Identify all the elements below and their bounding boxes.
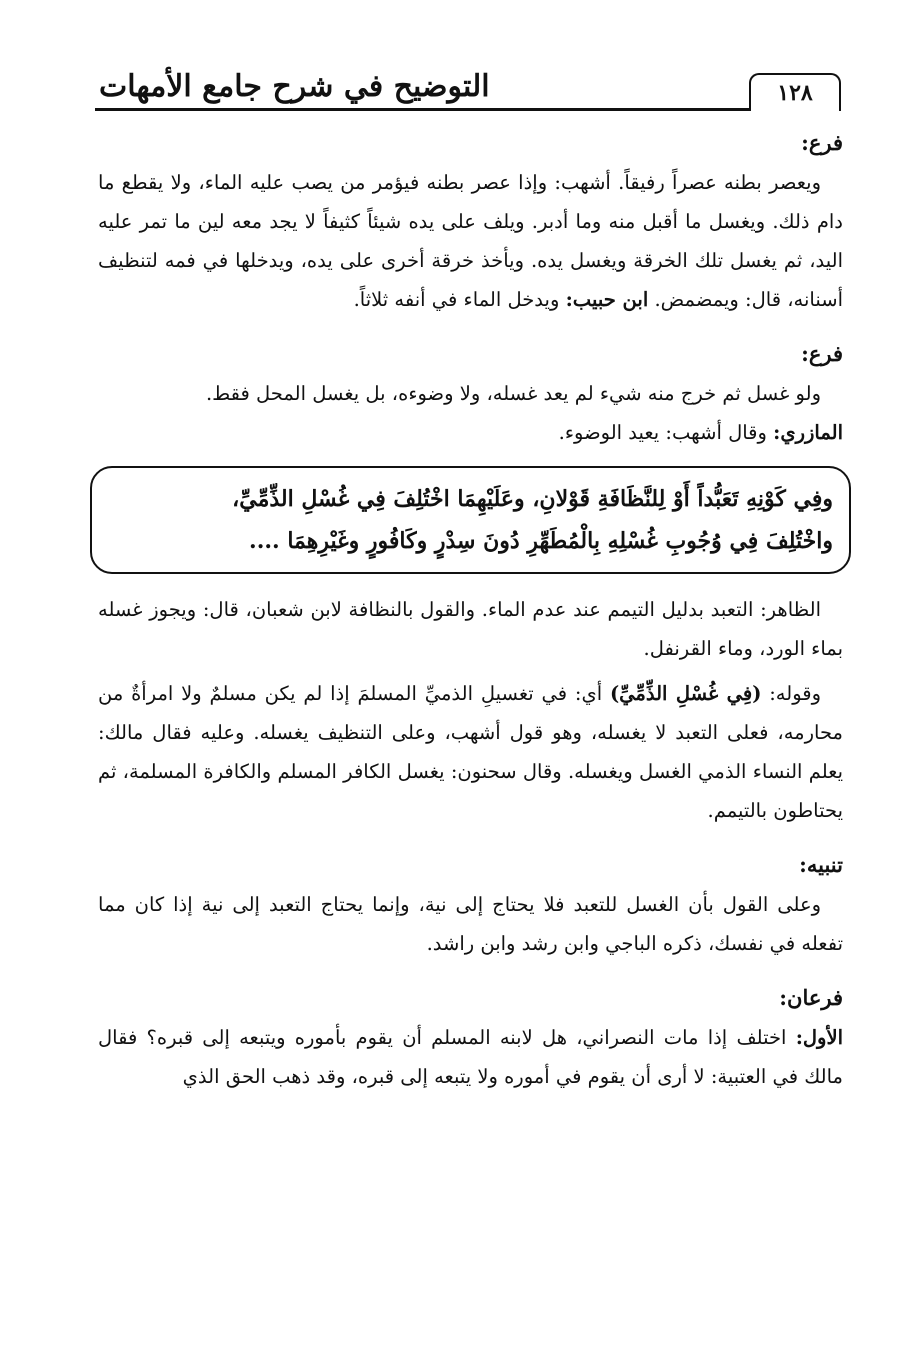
section-heading-far1: فرع: [801, 130, 843, 155]
matn-line-1: وفِي كَوْنِهِ تَعَبُّداً أَوْ لِلنَّظَافَةِ قَوْلانِ، وعَلَيْهِمَا اخْتُلِفَ فِي غُسْلِ الذِّمِّيِّ، [232, 486, 833, 512]
matn-box [90, 466, 851, 574]
mazari-text: وقال أشهب: يعيد الوضوء. [558, 421, 767, 444]
qawluhu-text: أي: في تغسيلِ الذميِّ المسلمَ إذا لم يكن مسلمٌ ولا امرأةٌ من محارمه، فعلى التعبد لا يغسله، وهو قول أشهب، وعلى التنظيف يغسله. وعليه فقال مالك: يعلم النساء الذمي الغسل ويغسله. وقال سحنون: يغسل الكافر المسلم والكافرة المسلمة، ثم يحتاطون بالتيمم. [98, 682, 843, 822]
page-header [95, 58, 841, 111]
qawluhu-prefix: وقوله: [769, 682, 822, 705]
mazari-label: المازري: [773, 421, 843, 444]
ibn-habib-text: ويدخل الماء في أنفه ثلاثاً. [353, 288, 560, 311]
paragraph-far2: ولو غسل ثم خرج منه شيء لم يعد غسله، ولا وضوءه، بل يغسل المحل فقط. [205, 382, 821, 405]
awwal-text: اختلف إذا مات النصراني، هل لابنه المسلم أن يقوم بأموره ويتبعه إلى قبره؟ فقال مالك في العتبية: لا أرى أن يقوم في أموره ولا يتبعه إلى قبره، وقد ذهب الحق الذي [98, 1026, 843, 1088]
paragraph-awwal [98, 1018, 843, 1096]
awwal-label: الأول: [795, 1026, 844, 1049]
section-heading-faraan: فرعان: [779, 985, 843, 1010]
matn-line-2: واخْتُلِفَ فِي وُجُوبِ غُسْلِهِ بِالْمُطَهِّرِ دُونَ سِدْرٍ وكَافُورٍ وغَيْرِهِمَا .... [249, 528, 833, 554]
paragraph-qawluhu [98, 674, 843, 830]
section-heading-tanbih: تنبيه: [799, 852, 843, 877]
paragraph-tanbih: وعلى القول بأن الغسل للتعبد فلا يحتاج إلى نية، وإنما يحتاج التعبد إلى نية إذا كان مما تفعله في نفسك، ذكره الباجي وابن رشد وابن راشد. [98, 893, 843, 955]
paragraph-mazari [98, 413, 843, 452]
section-heading-far2: فرع: [801, 341, 843, 366]
ibn-habib-label: ابن حبيب: [565, 288, 649, 311]
far1-text: ويعصر بطنه عصراً رفيقاً. أشهب: وإذا عصر بطنه فيؤمر من يصب عليه الماء، ولا يقطع ما دام ذلك. ويغسل ما أقبل منه وما أدبر. ويلف على يده شيئاً كثيفاً لا يجد معه لين ما تمر عليه اليد، ثم يغسل تلك الخرقة ويغسل يده. ويأخذ خرقة أخرى على يده، ويدخلها في فمه لتنظيف أسنانه، قال: ويمضمض. [98, 171, 843, 311]
paragraph-zahir: الظاهر: التعبد بدليل التيمم عند عدم الماء. والقول بالنظافة لابن شعبان، قال: ويجوز غسله بماء الورد، وماء القرنفل. [98, 598, 843, 660]
page-number: ١٢٨ [749, 73, 841, 111]
paragraph-far1 [98, 163, 843, 319]
qawluhu-quote: (فِي غُسْلِ الذِّمِّيِّ) [609, 682, 762, 705]
book-title: التوضيح في شرح جامع الأمهات [99, 69, 490, 104]
page-content [98, 124, 843, 1096]
